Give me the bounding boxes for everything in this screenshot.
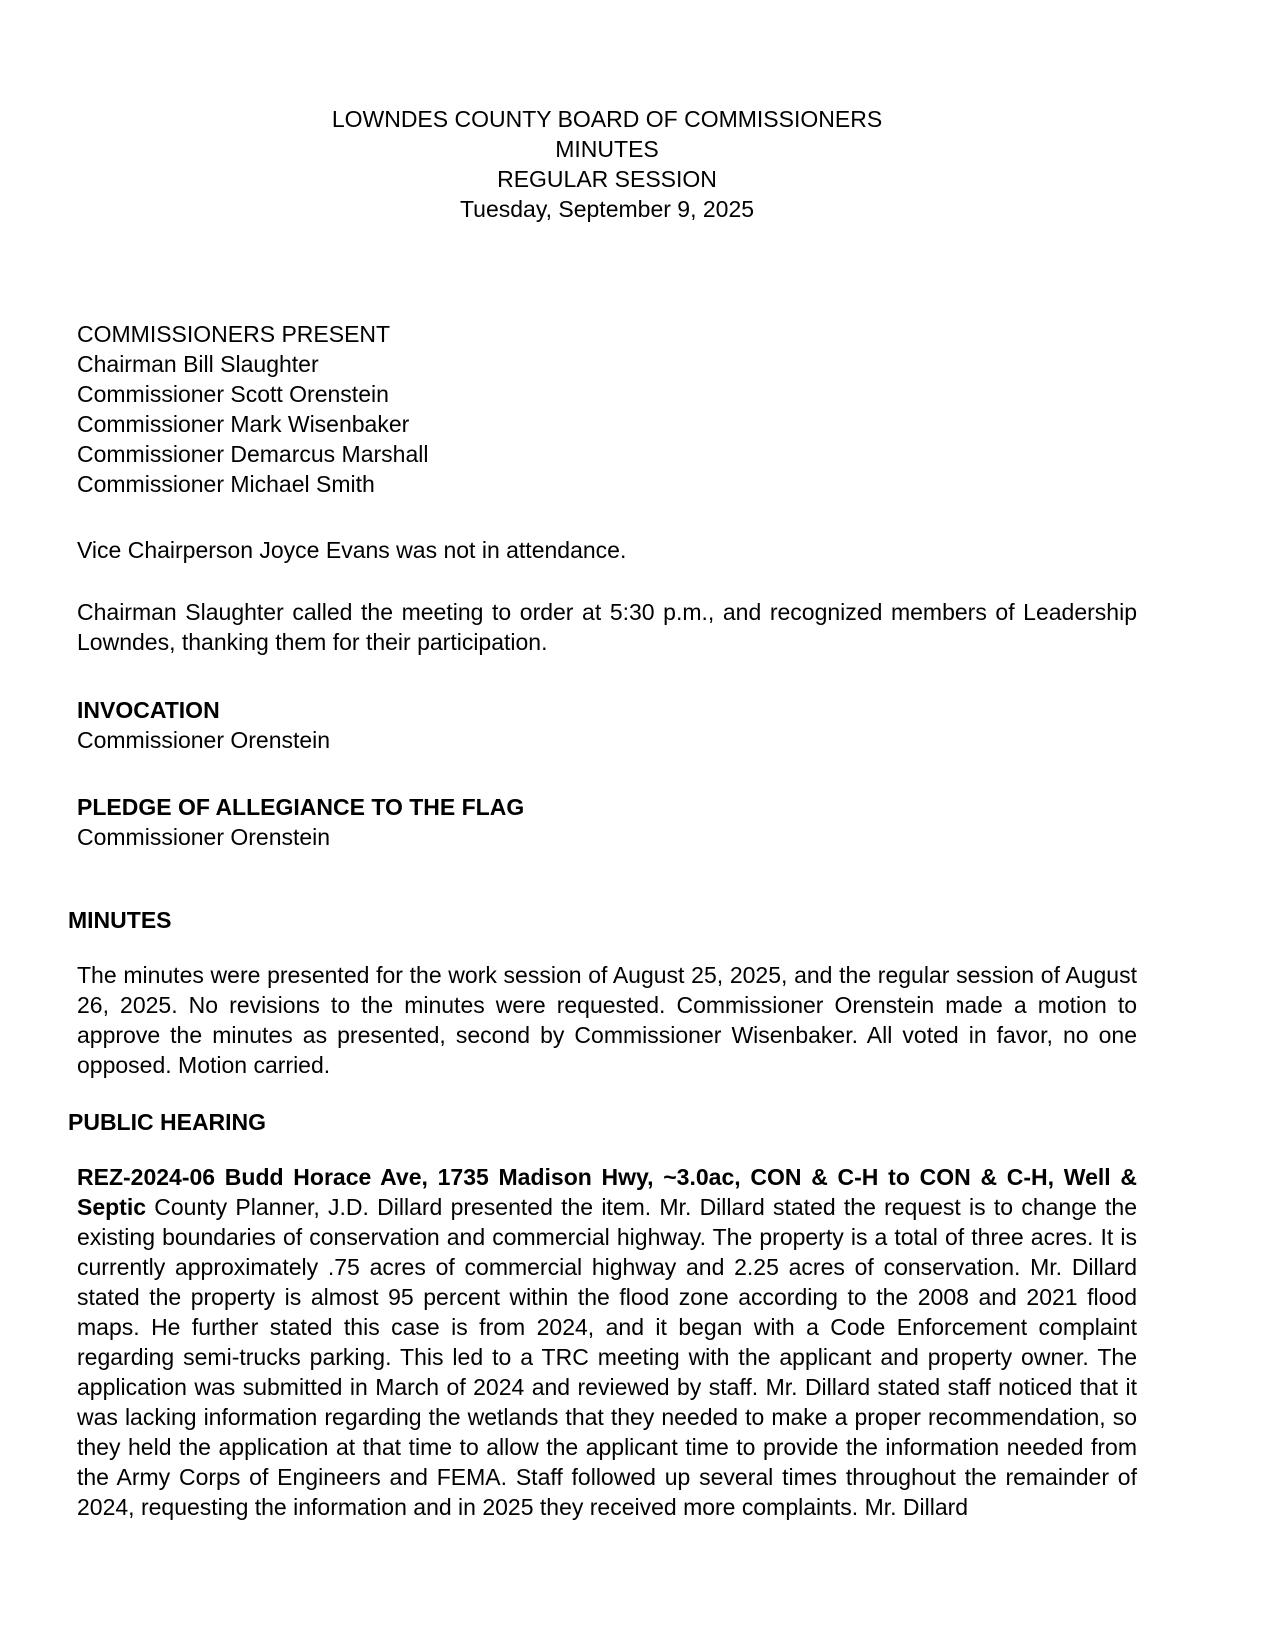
invocation-heading: INVOCATION	[77, 697, 220, 723]
pledge-heading: PLEDGE OF ALLEGIANCE TO THE FLAG	[77, 794, 525, 820]
doc-title-line-3: REGULAR SESSION	[497, 166, 717, 192]
minutes-section	[68, 905, 1137, 1080]
attendee-marshall: Commissioner Demarcus Marshall	[77, 441, 429, 467]
absence-note: Vice Chairperson Joyce Evans was not in attendance.	[77, 537, 627, 563]
doc-title-line-1: LOWNDES COUNTY BOARD OF COMMISSIONERS	[331, 106, 883, 132]
rez-item-title: REZ-2024-06 Budd Horace Ave, 1735 Madison Hwy, ~3.0ac, CON & C-H to CON & C-H, Well & Septic	[77, 1164, 1137, 1220]
invocation-section	[77, 695, 1137, 755]
rez-item-body: County Planner, J.D. Dillard presented the item. Mr. Dillard stated the request is to change the existing boundaries of conservation and commercial highway. The property is a total of three acres. It is currently approximately .75 acres of commercial highway and 2.25 acres of conservation. Mr. Dillard stated the property is almost 95 percent within the flood zone according to the 2008 and 2021 flood maps. He further stated this case is from 2024, and it began with a Code Enforcement complaint regarding semi-trucks parking. This led to a TRC meeting with the applicant and property owner. The application was submitted in March of 2024 and reviewed by staff. Mr. Dillard stated staff noticed that it was lacking information regarding the wetlands that they needed to make a proper recommendation, so they held the application at that time to allow the applicant time to provide the information needed from the Army Corps of Engineers and FEMA. Staff followed up several times throughout the remainder of 2024, requesting the information and in 2025 they received more complaints. Mr. Dillard	[77, 1194, 1137, 1520]
attendee-chairman: Chairman Bill Slaughter	[77, 351, 319, 377]
call-to-order-paragraph: Chairman Slaughter called the meeting to order at 5:30 p.m., and recognized members of Leadership Lowndes, thanking them for their participation.	[77, 599, 1137, 655]
attendee-orenstein: Commissioner Scott Orenstein	[77, 381, 389, 407]
attendee-smith: Commissioner Michael Smith	[77, 471, 375, 497]
invocation-body: Commissioner Orenstein	[77, 727, 331, 753]
minutes-heading: MINUTES	[68, 907, 172, 933]
public-hearing-heading: PUBLIC HEARING	[68, 1109, 267, 1135]
rez-item-paragraph	[77, 1162, 1137, 1522]
pledge-body: Commissioner Orenstein	[77, 824, 331, 850]
document-header	[77, 104, 1137, 224]
doc-title-line-4: Tuesday, September 9, 2025	[459, 196, 755, 222]
public-hearing-section	[68, 1107, 1137, 1522]
attendance-section	[77, 319, 1137, 499]
doc-title-line-2: MINUTES	[555, 136, 659, 162]
minutes-paragraph: The minutes were presented for the work session of August 25, 2025, and the regular session of August 26, 2025. No revisions to the minutes were requested. Commissioner Orenstein made a motion to approve the minutes as presented, second by Commissioner Wisenbaker. All voted in favor, no one opposed. Motion carried.	[77, 962, 1137, 1078]
pledge-section	[77, 792, 1137, 852]
attendee-wisenbaker: Commissioner Mark Wisenbaker	[77, 411, 410, 437]
attendance-heading: COMMISSIONERS PRESENT	[77, 321, 391, 347]
